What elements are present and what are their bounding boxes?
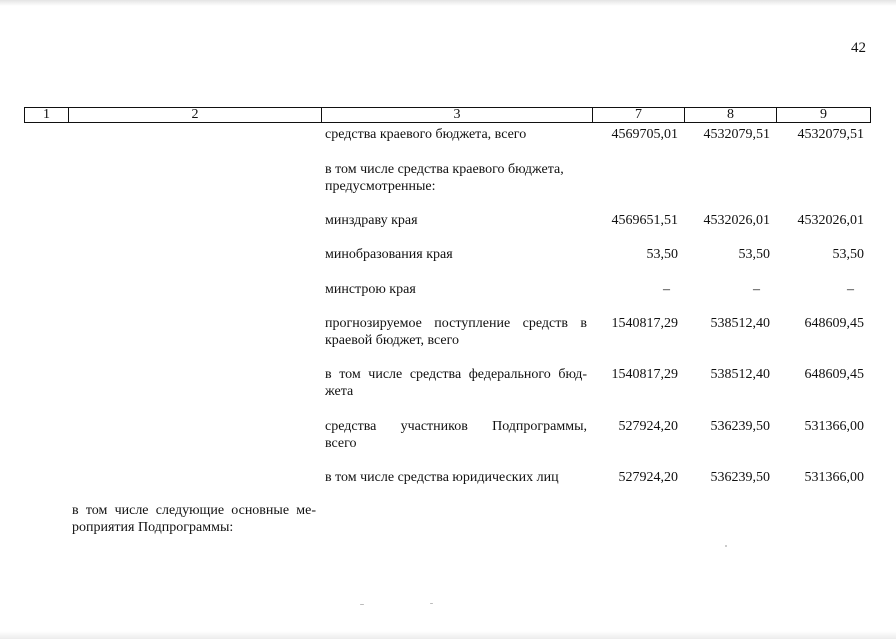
row-value-col8: 53,50 bbox=[738, 247, 770, 262]
scan-bottom-edge bbox=[0, 631, 896, 639]
row-value-col7: – bbox=[663, 282, 670, 297]
row-value-col9: 4532026,01 bbox=[797, 213, 864, 228]
page-number: 42 bbox=[851, 40, 866, 56]
column-header-2: 2 bbox=[69, 108, 322, 123]
row-value-col9: – bbox=[847, 282, 854, 297]
row-value-col7: 4569705,01 bbox=[611, 127, 678, 142]
row-value-col7: 527924,20 bbox=[618, 470, 678, 485]
row-value-col7: 1540817,29 bbox=[611, 316, 678, 331]
scan-top-edge bbox=[0, 0, 896, 6]
scan-speck bbox=[725, 545, 727, 547]
row-value-col7: 53,50 bbox=[646, 247, 678, 262]
scan-speck bbox=[430, 603, 433, 604]
row-value-col8: – bbox=[753, 282, 760, 297]
row-label: в том числе средства краевого бюджета, предусмотренные: bbox=[325, 162, 564, 194]
row-label: в том числе средства федерального бюд-жета bbox=[325, 367, 587, 399]
main-activities-note: в том числе следующие основные ме-роприятия Подпрограммы: bbox=[72, 503, 316, 535]
row-value-col8: 4532079,51 bbox=[703, 127, 770, 142]
row-value-col8: 536239,50 bbox=[710, 419, 770, 434]
row-value-col8: 4532026,01 bbox=[703, 213, 770, 228]
row-value-col8: 538512,40 bbox=[710, 316, 770, 331]
row-label: минстрою края bbox=[325, 282, 416, 297]
column-number-row bbox=[25, 108, 871, 123]
column-header-8: 8 bbox=[685, 108, 777, 123]
row-value-col7: 1540817,29 bbox=[611, 367, 678, 382]
column-header-1: 1 bbox=[25, 108, 69, 123]
row-value-col7: 4569651,51 bbox=[611, 213, 678, 228]
row-label: минздраву края bbox=[325, 213, 418, 228]
row-label: в том числе средства юридических лиц bbox=[325, 470, 559, 485]
row-value-col9: 648609,45 bbox=[804, 367, 864, 382]
row-value-col7: 527924,20 bbox=[618, 419, 678, 434]
scan-speck bbox=[360, 604, 364, 605]
row-value-col9: 53,50 bbox=[832, 247, 864, 262]
row-label: средства участников Подпрограммы, всего bbox=[325, 419, 587, 451]
row-label: прогнозируемое поступление средств в краевой бюджет, всего bbox=[325, 316, 587, 348]
row-value-col9: 4532079,51 bbox=[797, 127, 864, 142]
row-value-col9: 531366,00 bbox=[804, 419, 864, 434]
row-value-col8: 538512,40 bbox=[710, 367, 770, 382]
column-header-9: 9 bbox=[777, 108, 871, 123]
row-label: минобразования края bbox=[325, 247, 453, 262]
row-label: средства краевого бюджета, всего bbox=[325, 127, 527, 142]
row-value-col8: 536239,50 bbox=[710, 470, 770, 485]
column-header-table bbox=[24, 107, 871, 123]
column-header-7: 7 bbox=[593, 108, 685, 123]
row-value-col9: 648609,45 bbox=[804, 316, 864, 331]
column-header-3: 3 bbox=[322, 108, 593, 123]
row-value-col9: 531366,00 bbox=[804, 470, 864, 485]
